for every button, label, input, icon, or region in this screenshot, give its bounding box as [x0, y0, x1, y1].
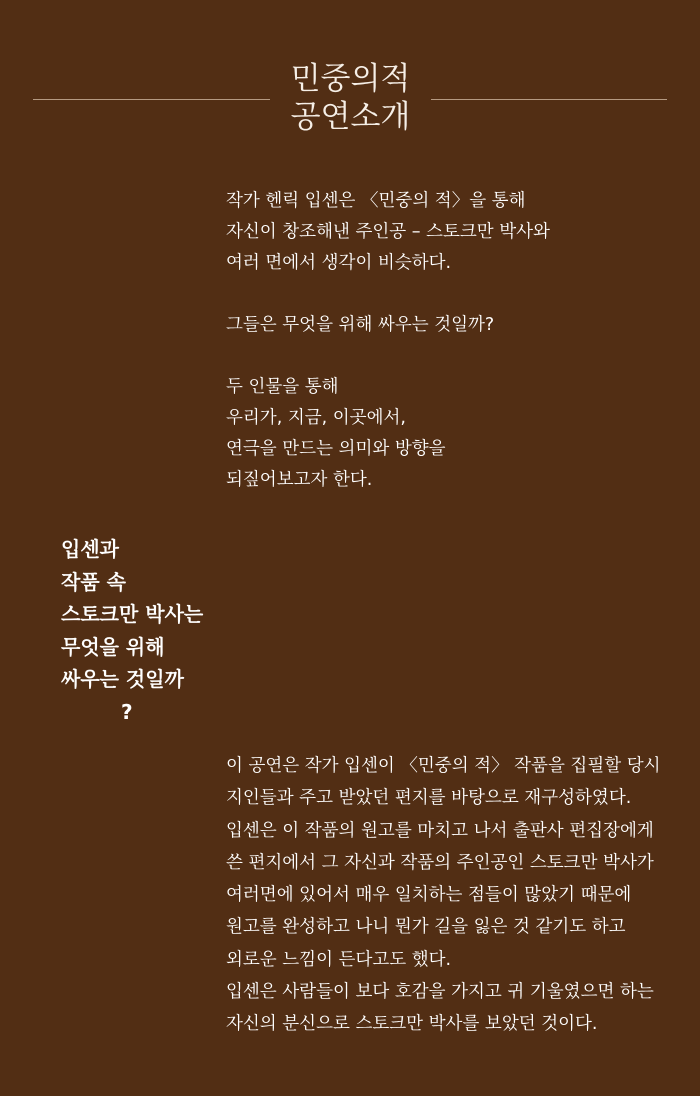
title-line-2: 공연소개	[290, 99, 411, 135]
question-mark: ?	[121, 699, 133, 724]
intro-line: 그들은 무엇을 위해 싸우는 것일까?	[226, 315, 495, 335]
body-line: 자신의 분신으로 스토크만 박사를 보았던 것이다.	[226, 1014, 598, 1035]
question-line: 작품 속	[61, 569, 126, 594]
intro-line: 연극을 만드는 의미와 방향을	[226, 439, 446, 459]
intro-text	[226, 186, 676, 496]
question-line: 스토크만 박사는	[61, 602, 204, 626]
body-line: 쓴 편지에서 그 자신과 작품의 주인공인 스토크만 박사가	[226, 852, 654, 873]
body-line: 입센은 이 작품의 원고를 마치고 나서 출판사 편집장에게	[226, 820, 654, 841]
page-title	[270, 60, 431, 136]
body-line: 이 공연은 작가 입센이 〈민중의 적〉 작품을 집필할 당시	[226, 756, 661, 776]
body-line: 여러면에 있어서 매우 일치하는 점들이 많았기 때문에	[226, 885, 632, 906]
performance-description	[226, 750, 686, 1041]
header	[0, 60, 700, 140]
question-line: 입센과	[61, 537, 119, 561]
body-line: 입센은 사람들이 보다 호감을 가지고 귀 기울였으면 하는	[226, 982, 654, 1003]
intro-line: 우리가, 지금, 이곳에서,	[226, 408, 406, 428]
body-line: 지인들과 주고 받았던 편지를 바탕으로 재구성하였다.	[226, 788, 632, 809]
key-question	[61, 533, 281, 728]
intro-paragraph-3	[226, 372, 676, 496]
title-rule-left	[33, 99, 270, 100]
question-line: 무엇을 위해	[61, 634, 165, 659]
intro-paragraph-2	[226, 310, 676, 341]
title-line-1: 민중의적	[290, 61, 411, 97]
intro-line: 여러 면에서 생각이 비슷하다.	[226, 253, 452, 273]
body-line: 원고를 완성하고 나니 뭔가 길을 잃은 것 같기도 하고	[226, 917, 626, 938]
intro-line: 두 인물을 통해	[226, 377, 339, 397]
question-line: 싸우는 것일까	[61, 667, 184, 691]
title-rule-right	[431, 99, 667, 100]
intro-line: 자신이 창조해낸 주인공 – 스토크만 박사와	[226, 222, 550, 242]
intro-line: 되짚어보고자 한다.	[226, 470, 373, 490]
intro-paragraph-1	[226, 186, 676, 279]
body-line: 외로운 느낌이 든다고도 했다.	[226, 949, 452, 970]
intro-line: 작가 헨릭 입센은 〈민중의 적〉을 통해	[226, 191, 526, 211]
